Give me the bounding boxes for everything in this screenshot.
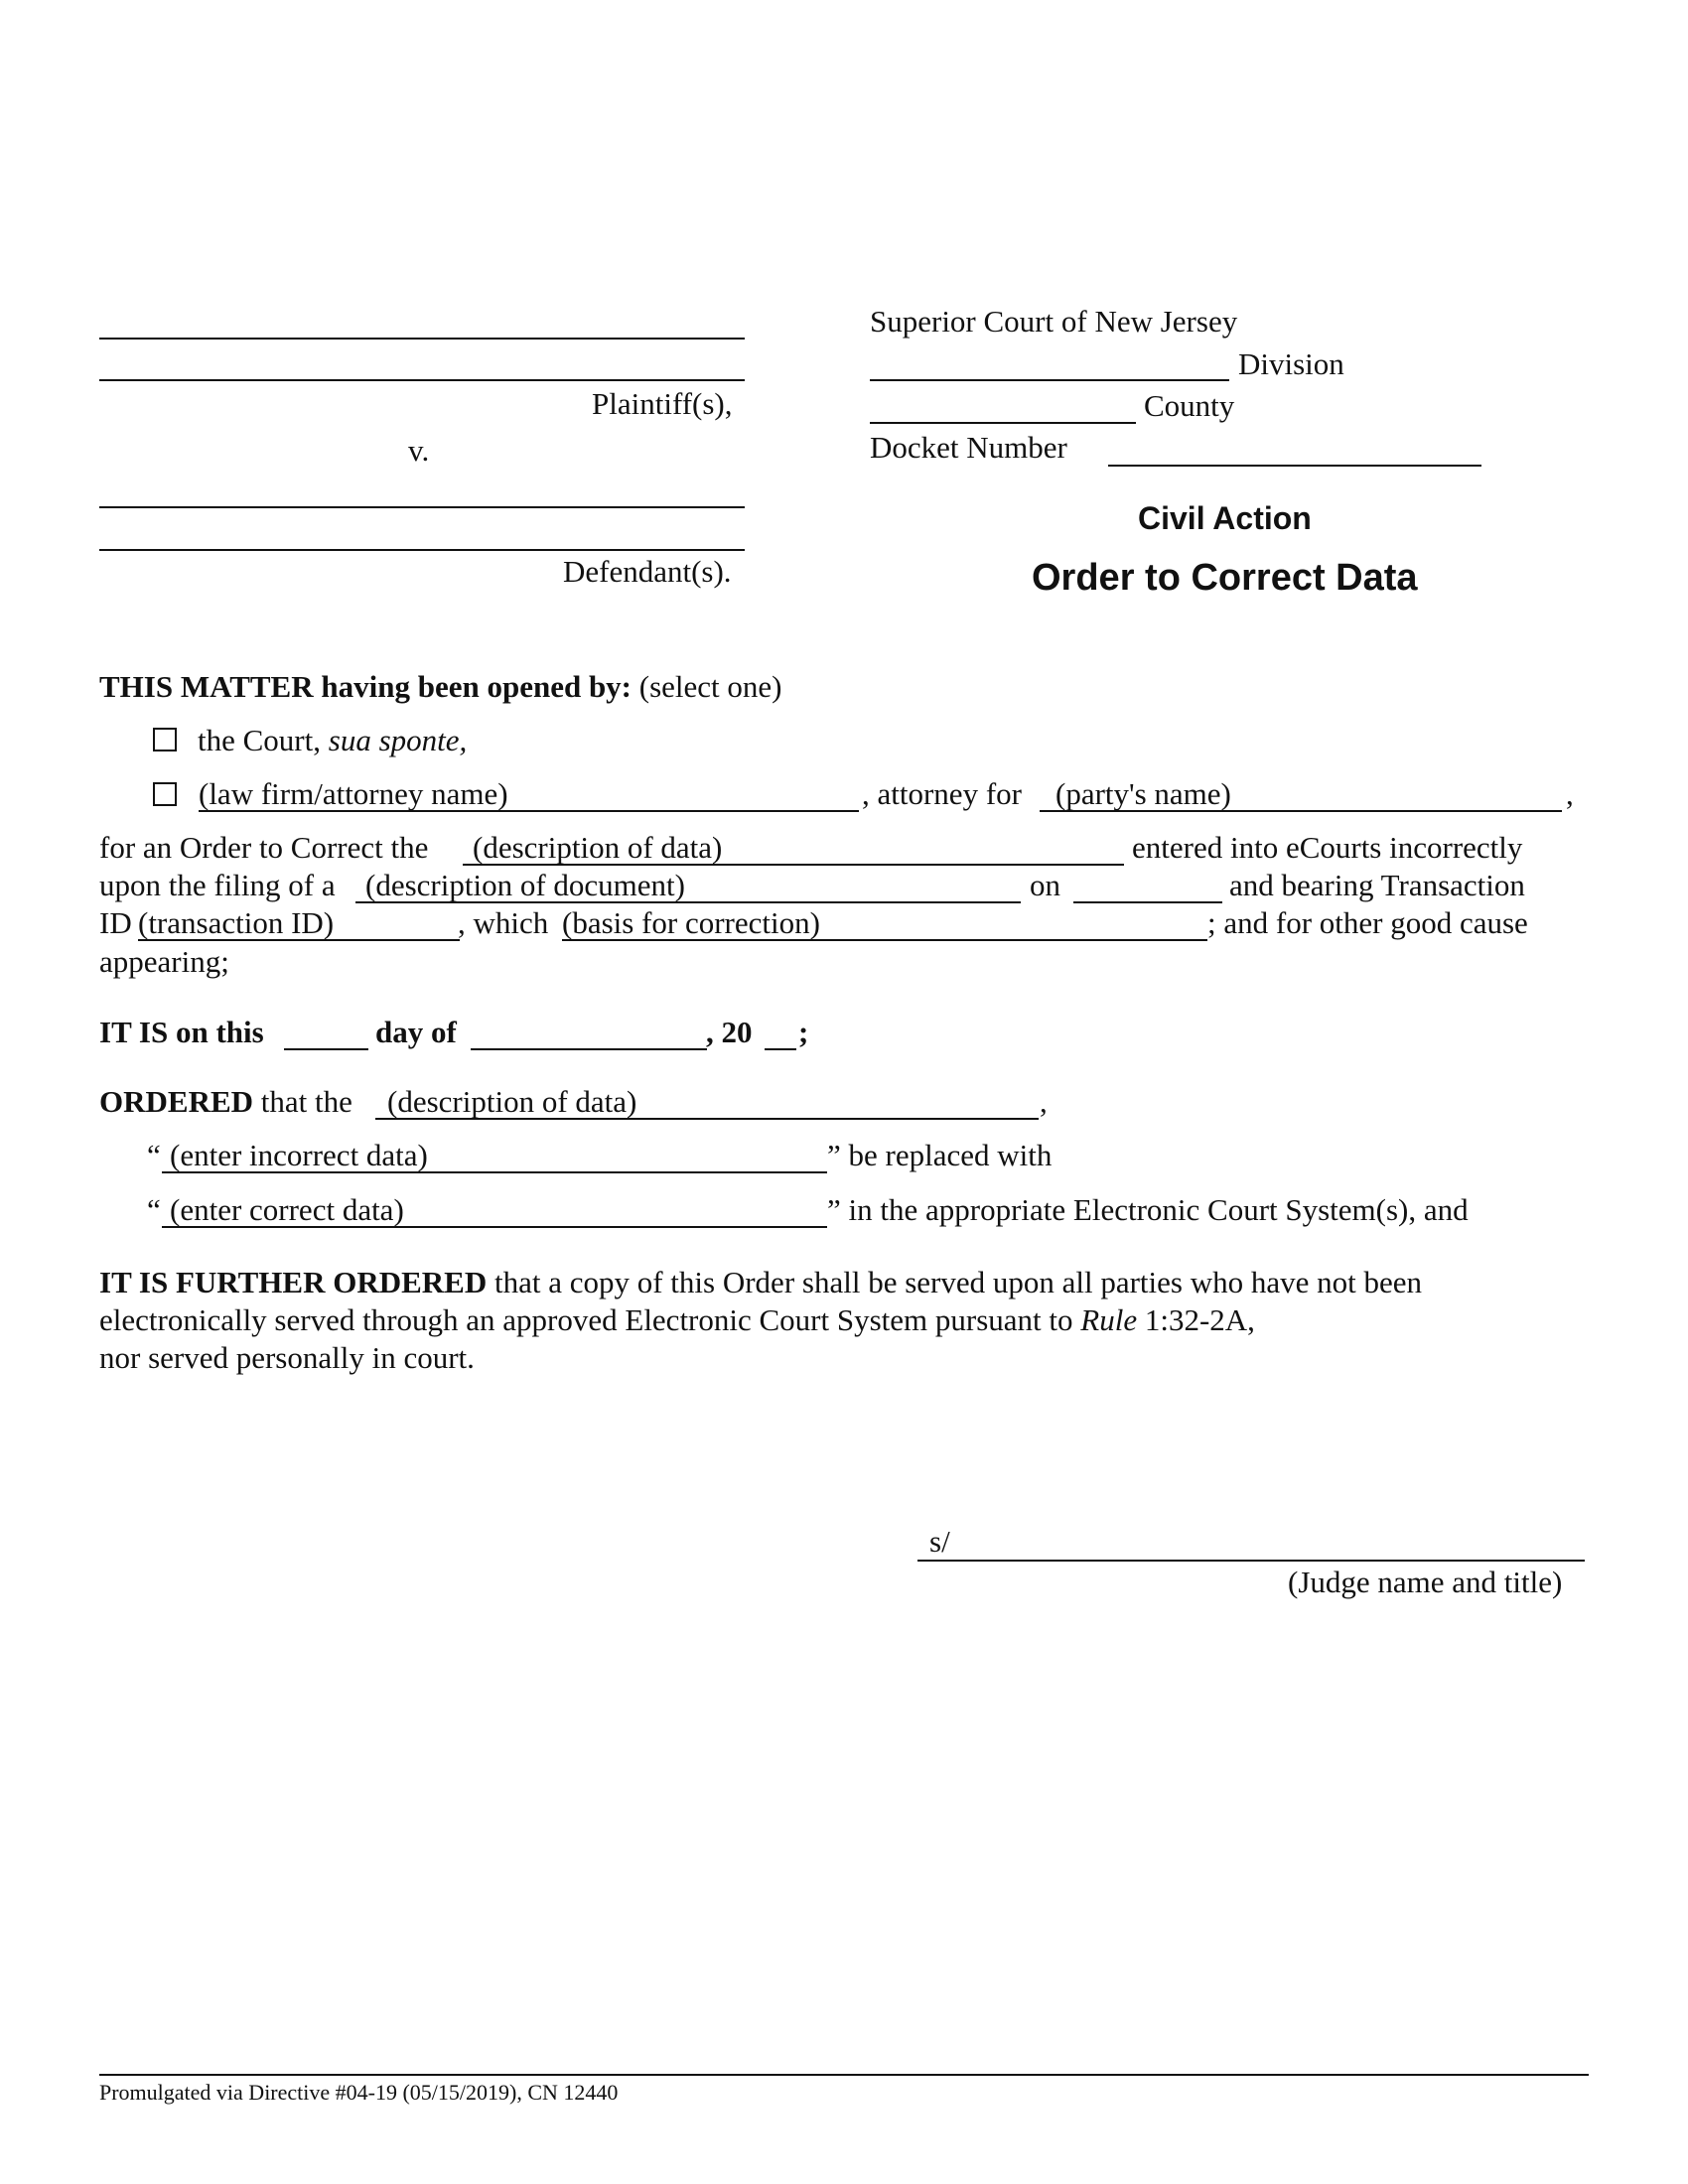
body-line-2-a: upon the filing of a	[99, 868, 336, 902]
basis-for-correction-field[interactable]	[562, 905, 1207, 941]
month-field[interactable]	[471, 1015, 707, 1050]
division-blank[interactable]	[870, 379, 1229, 381]
option-court-italic: sua sponte,	[328, 723, 468, 757]
incorrect-data-field[interactable]	[162, 1138, 827, 1173]
footer-rule	[99, 2074, 1589, 2076]
ordered-description-field[interactable]	[375, 1084, 1039, 1120]
option-end-comma: ,	[1566, 776, 1574, 811]
further-l2-b: 1:32-2A,	[1144, 1302, 1255, 1337]
division-label: Division	[1238, 346, 1344, 381]
correct-data-placeholder: (enter correct data)	[170, 1192, 404, 1227]
defendant-line-2[interactable]	[99, 549, 745, 551]
date-line-b: day of	[375, 1015, 457, 1049]
checkbox-court-sua-sponte[interactable]	[153, 728, 177, 751]
description-of-data-placeholder: (description of data)	[473, 830, 723, 865]
plaintiff-line-2[interactable]	[99, 379, 745, 381]
body-line-3-c: ; and for other good cause	[1207, 905, 1528, 940]
law-firm-placeholder: (law firm/attorney name)	[199, 776, 508, 811]
county-blank[interactable]	[870, 422, 1136, 424]
basis-for-correction-placeholder: (basis for correction)	[562, 905, 820, 940]
party-name-placeholder: (party's name)	[1055, 776, 1231, 811]
further-l1-rest: that a copy of this Order shall be served upon all parties who have not been	[493, 1265, 1423, 1299]
body-line-1-b: entered into eCourts incorrectly	[1132, 830, 1523, 865]
court-name: Superior Court of New Jersey	[870, 304, 1238, 339]
further-l2-a: electronically served through an approved Electronic Court System pursuant to	[99, 1302, 1073, 1337]
ordered-bold: ORDERED	[99, 1084, 254, 1119]
date-line-d: ;	[798, 1015, 809, 1049]
law-firm-field[interactable]	[199, 776, 859, 812]
option-court-label: the Court,	[198, 723, 321, 757]
county-label: County	[1144, 388, 1235, 423]
correct-data-field[interactable]	[162, 1192, 827, 1228]
plaintiff-label: Plaintiff(s),	[592, 386, 733, 421]
further-bold: IT IS FURTHER ORDERED	[99, 1265, 488, 1299]
signature-prefix: s/	[929, 1524, 950, 1559]
transaction-id-field[interactable]	[138, 905, 460, 941]
option-court-text	[198, 723, 467, 758]
correct-open-quote: “	[147, 1192, 161, 1227]
transaction-id-placeholder: (transaction ID)	[138, 905, 335, 940]
docket-number-blank[interactable]	[1108, 465, 1481, 467]
further-line-2	[99, 1302, 1255, 1338]
ordered-rest: that the	[260, 1084, 352, 1119]
further-line-1	[99, 1265, 1422, 1300]
incorrect-data-placeholder: (enter incorrect data)	[170, 1138, 428, 1172]
ordered-lead	[99, 1084, 352, 1120]
year-field[interactable]	[765, 1015, 796, 1050]
description-of-data-field[interactable]	[463, 830, 1124, 866]
signature-line[interactable]	[917, 1560, 1585, 1562]
body-line-2-b: and bearing Transaction	[1229, 868, 1525, 902]
versus-label: v.	[408, 433, 430, 468]
ordered-end-comma: ,	[1040, 1084, 1048, 1119]
action-type-heading: Civil Action	[1138, 500, 1312, 536]
description-of-document-placeholder: (description of document)	[365, 868, 685, 902]
opening-lead: THIS MATTER having been opened by:	[99, 669, 633, 704]
body-line-3-b: , which	[458, 905, 549, 940]
document-title: Order to Correct Data	[1032, 557, 1418, 599]
docket-label: Docket Number	[870, 430, 1067, 465]
body-line-4: appearing;	[99, 944, 229, 979]
further-l2-italic: Rule	[1080, 1302, 1138, 1337]
party-name-field[interactable]	[1040, 776, 1562, 812]
filing-date-field[interactable]	[1073, 868, 1222, 903]
select-note: (select one)	[638, 669, 782, 704]
opening-line	[99, 669, 782, 705]
defendant-label: Defendant(s).	[563, 554, 732, 589]
date-line-c: , 20	[706, 1015, 753, 1049]
body-line-2-on: on	[1030, 868, 1060, 902]
replaced-with-text: ” be replaced with	[827, 1138, 1053, 1172]
description-of-document-field[interactable]	[355, 868, 1021, 903]
ordered-description-placeholder: (description of data)	[387, 1084, 637, 1119]
date-line-a: IT IS on this	[99, 1015, 264, 1049]
plaintiff-line-1[interactable]	[99, 338, 745, 340]
defendant-line-1[interactable]	[99, 506, 745, 508]
checkbox-attorney[interactable]	[153, 782, 177, 806]
body-line-1-a: for an Order to Correct the	[99, 830, 429, 865]
attorney-for-text: , attorney for	[862, 776, 1022, 811]
further-line-3: nor served personally in court.	[99, 1340, 475, 1375]
footer-text: Promulgated via Directive #04-19 (05/15/2019), CN 12440	[99, 2080, 619, 2105]
day-field[interactable]	[284, 1015, 368, 1050]
appropriate-system-text: ” in the appropriate Electronic Court System(s), and	[827, 1192, 1469, 1227]
incorrect-open-quote: “	[147, 1138, 161, 1172]
body-line-3-a: ID	[99, 905, 132, 940]
judge-name-label: (Judge name and title)	[1288, 1565, 1563, 1599]
